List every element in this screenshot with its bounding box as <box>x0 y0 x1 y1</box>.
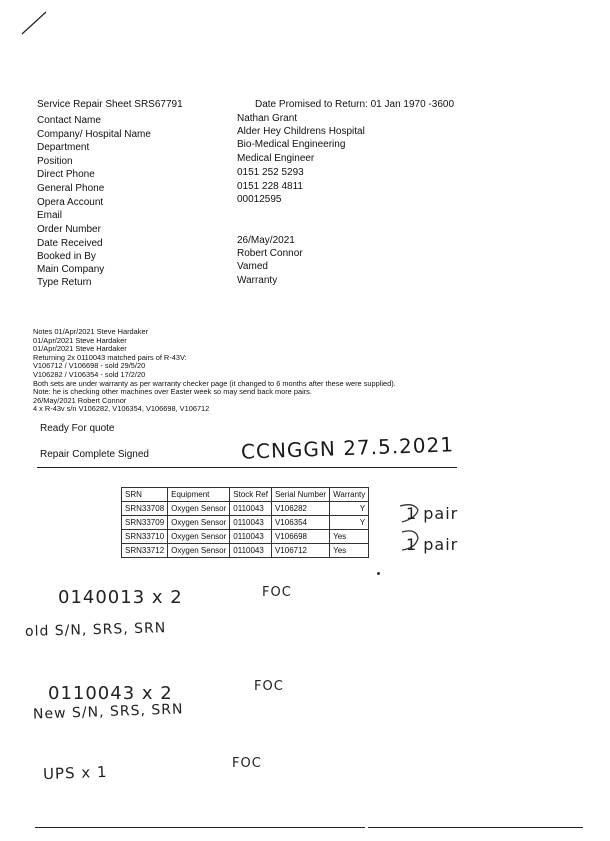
table-cell: Oxygen Sensor <box>168 530 230 544</box>
field-label: Contact Name <box>37 115 101 126</box>
field-label: Opera Account <box>37 197 104 208</box>
handwritten-pair-note: 1 pair <box>406 535 459 554</box>
note-line: 4 x R-43v s/n V106282, V106354, V106698, V106712 <box>33 404 210 414</box>
field-label: Email <box>37 210 63 221</box>
field-label: Booked in By <box>37 251 96 262</box>
table-cell: 0110043 <box>230 544 272 558</box>
column-header: Serial Number <box>271 488 329 502</box>
field-label: Type Return <box>37 277 92 288</box>
note-line: Both sets are under warranty as per warranty checker page (it changed to 6 months after these were supplied). <box>33 378 396 388</box>
note-line: 01/Apr/2021 Steve Hardaker <box>33 335 127 345</box>
table-cell: Y <box>330 516 369 530</box>
field-label: General Phone <box>37 183 105 194</box>
table-cell: Y <box>330 502 369 516</box>
table-cell: 0110043 <box>230 502 272 516</box>
field-label: Main Company <box>37 264 105 275</box>
ink-dot <box>377 572 380 575</box>
note-line: Notes 01/Apr/2021 Steve Hardaker <box>33 327 149 336</box>
table-cell: 0110043 <box>230 530 272 544</box>
table-cell: 0110043 <box>230 516 272 530</box>
handwritten-note-line: New S/N, SRS, SRN <box>32 701 184 723</box>
handwritten-part-line: 0110043 x 2 <box>48 683 173 704</box>
note-line: Returning 2x 0110043 matched pairs of R-43V: <box>33 352 187 362</box>
table-cell: Oxygen Sensor <box>168 516 230 530</box>
column-header: Equipment <box>168 488 230 502</box>
note-line: 01/Apr/2021 Steve Hardaker <box>33 344 127 354</box>
table-cell: SRN33712 <box>122 544 168 558</box>
notes-block <box>33 328 396 414</box>
date-promised: Date Promised to Return: 01 Jan 1970 -3600 <box>255 99 455 110</box>
field-value: Bio-Medical Engineering <box>237 139 346 150</box>
field-value: 0151 252 5293 <box>237 167 304 178</box>
handwritten-pair-note: 1 pair <box>406 504 459 523</box>
column-header: Warranty <box>330 488 369 502</box>
field-label: Date Received <box>37 238 103 249</box>
field-label: Company/ Hospital Name <box>37 129 151 140</box>
table-cell: Oxygen Sensor <box>168 544 230 558</box>
table-header-row <box>122 488 369 502</box>
field-value: 00012595 <box>237 194 282 205</box>
table-cell: V106282 <box>271 502 329 516</box>
handwritten-note-line: old S/N, SRS, SRN <box>24 620 167 640</box>
footer-rule <box>35 827 365 828</box>
table-cell: Oxygen Sensor <box>168 502 230 516</box>
handwritten-foc-note: FOC <box>232 756 262 771</box>
handwritten-part-line: UPS x 1 <box>42 762 108 784</box>
field-value: 0151 228 4811 <box>237 181 303 192</box>
field-value: Warranty <box>237 275 278 286</box>
sheet-title: Service Repair Sheet SRS67791 <box>37 99 183 110</box>
field-value: Medical Engineer <box>237 153 315 164</box>
note-line: 26/May/2021 Robert Connor <box>33 395 127 405</box>
table-cell: Yes <box>330 544 369 558</box>
field-value: Nathan Grant <box>237 113 298 124</box>
table-row <box>122 516 369 530</box>
table-cell: SRN33710 <box>122 530 168 544</box>
field-value: Robert Connor <box>237 248 303 259</box>
field-value: Vamed <box>237 261 268 272</box>
ready-for-quote-label: Ready For quote <box>40 423 115 434</box>
table-cell: V106712 <box>271 544 329 558</box>
handwritten-foc-note: FOC <box>262 585 292 600</box>
field-label: Position <box>37 156 73 167</box>
column-header: SRN <box>122 488 168 502</box>
note-line: Note: he is checking other machines over Easter week so may send back more pairs. <box>33 387 312 397</box>
table-row <box>122 502 369 516</box>
table-cell: V106354 <box>271 516 329 530</box>
pen-stroke-mark <box>18 8 50 38</box>
note-line: V106712 / V106698 - sold 29/5/20 <box>33 361 146 371</box>
table-cell: Yes <box>330 530 369 544</box>
field-value: 26/May/2021 <box>237 235 295 246</box>
field-label: Department <box>37 142 90 153</box>
signature-rule <box>37 467 457 468</box>
field-value: Alder Hey Childrens Hospital <box>237 126 365 137</box>
parts-table <box>121 487 369 558</box>
repair-complete-label: Repair Complete Signed <box>40 449 149 460</box>
footer-rule <box>368 827 583 828</box>
table-row <box>122 544 369 558</box>
table-row <box>122 530 369 544</box>
field-label: Order Number <box>37 224 101 235</box>
handwritten-foc-note: FOC <box>254 679 284 694</box>
column-header: Stock Ref <box>230 488 272 502</box>
note-line: V106282 / V106354 - sold 17/2/20 <box>33 369 146 379</box>
table-cell: V106698 <box>271 530 329 544</box>
table-cell: SRN33708 <box>122 502 168 516</box>
table-cell: SRN33709 <box>122 516 168 530</box>
handwritten-part-line: 0140013 x 2 <box>58 587 183 608</box>
field-label: Direct Phone <box>37 169 95 180</box>
handwritten-signature: CCNGGN 27.5.2021 <box>240 432 455 464</box>
